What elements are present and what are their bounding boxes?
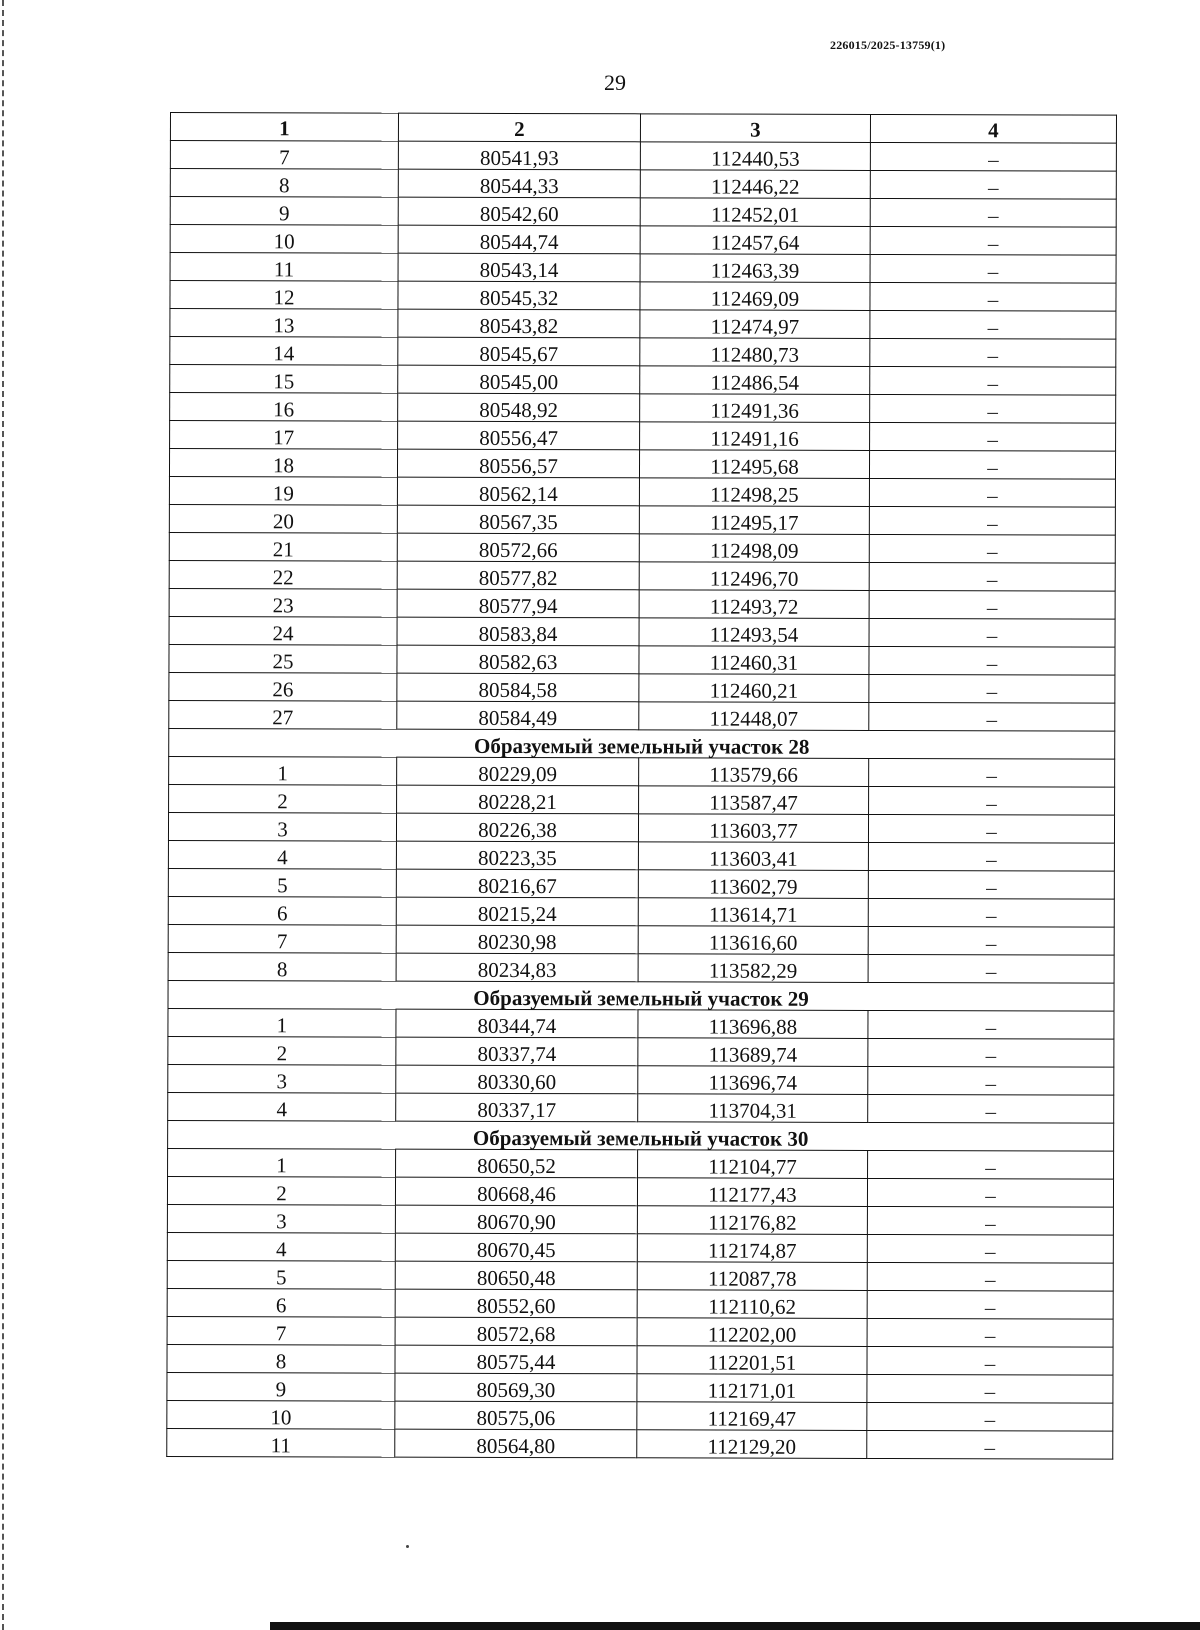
y-coordinate-cell: 112177,43 [637, 1178, 867, 1207]
y-coordinate-cell: 112457,64 [640, 226, 870, 255]
point-number-cell: 16 [170, 393, 398, 422]
note-cell: – [869, 618, 1115, 647]
y-coordinate-cell: 112452,01 [640, 198, 870, 227]
x-coordinate-cell: 80541,93 [398, 141, 640, 170]
x-coordinate-cell: 80544,33 [398, 169, 640, 198]
y-coordinate-cell: 112087,78 [637, 1262, 867, 1291]
x-coordinate-cell: 80650,52 [396, 1149, 638, 1178]
table-row [170, 197, 1116, 228]
table-row [169, 504, 1115, 535]
point-number-cell: 3 [167, 1204, 395, 1233]
x-coordinate-cell: 80584,58 [397, 673, 639, 702]
point-number-cell: 4 [167, 1232, 395, 1261]
x-coordinate-cell: 80330,60 [396, 1065, 638, 1094]
table-row [168, 952, 1114, 983]
x-coordinate-cell: 80543,14 [398, 253, 640, 282]
y-coordinate-cell: 112169,47 [637, 1402, 867, 1431]
point-number-cell: 5 [168, 868, 396, 897]
point-number-cell: 15 [170, 365, 398, 394]
note-cell: – [869, 786, 1115, 815]
table-row [170, 141, 1116, 172]
table-row [169, 560, 1115, 591]
table-row [169, 476, 1115, 507]
note-cell: – [868, 1150, 1114, 1179]
y-coordinate-cell: 113696,74 [638, 1066, 868, 1095]
point-number-cell: 1 [169, 756, 397, 785]
note-cell: – [867, 1430, 1113, 1459]
point-number-cell: 19 [169, 476, 397, 505]
point-number-cell: 21 [169, 532, 397, 561]
table-row [167, 1232, 1113, 1263]
note-cell: – [868, 1066, 1114, 1095]
point-number-cell: 10 [167, 1400, 395, 1429]
note-cell: – [870, 226, 1116, 255]
point-number-cell: 23 [169, 588, 397, 617]
note-cell: – [867, 1206, 1113, 1235]
point-number-cell: 9 [170, 197, 398, 226]
y-coordinate-cell: 113579,66 [639, 758, 869, 787]
x-coordinate-cell: 80543,82 [398, 309, 640, 338]
point-number-cell: 27 [169, 700, 397, 729]
note-cell: – [867, 1318, 1113, 1347]
y-coordinate-cell: 112448,07 [639, 702, 869, 731]
x-coordinate-cell: 80670,90 [395, 1205, 637, 1234]
note-cell: – [867, 1374, 1113, 1403]
table-row [168, 1148, 1114, 1179]
scan-edge-bar [270, 1622, 1200, 1630]
y-coordinate-cell: 112493,54 [639, 618, 869, 647]
point-number-cell: 3 [168, 1064, 396, 1093]
point-number-cell: 4 [168, 840, 396, 869]
note-cell: – [870, 366, 1116, 395]
y-coordinate-cell: 112174,87 [637, 1234, 867, 1263]
x-coordinate-cell: 80577,94 [397, 589, 639, 618]
note-cell: – [870, 254, 1116, 283]
y-coordinate-cell: 112176,82 [637, 1206, 867, 1235]
y-coordinate-cell: 113603,77 [638, 814, 868, 843]
point-number-cell: 25 [169, 644, 397, 673]
point-number-cell: 14 [170, 337, 398, 366]
note-cell: – [868, 954, 1114, 983]
point-number-cell: 5 [167, 1260, 395, 1289]
point-number-cell: 12 [170, 281, 398, 310]
point-number-cell: 2 [169, 784, 397, 813]
point-number-cell: 26 [169, 672, 397, 701]
note-cell: – [870, 282, 1116, 311]
point-number-cell: 2 [168, 1036, 396, 1065]
x-coordinate-cell: 80228,21 [397, 785, 639, 814]
note-cell: – [868, 898, 1114, 927]
y-coordinate-cell: 112474,97 [640, 310, 870, 339]
note-cell: – [868, 1038, 1114, 1067]
x-coordinate-cell: 80545,67 [398, 337, 640, 366]
point-number-cell: 7 [170, 141, 398, 170]
note-cell: – [869, 478, 1115, 507]
note-cell: – [867, 1234, 1113, 1263]
note-cell: – [869, 646, 1115, 675]
table-row [168, 896, 1114, 927]
point-number-cell: 8 [170, 169, 398, 198]
y-coordinate-cell: 112480,73 [640, 338, 870, 367]
y-coordinate-cell: 112493,72 [639, 590, 869, 619]
note-cell: – [868, 870, 1114, 899]
y-coordinate-cell: 112486,54 [640, 366, 870, 395]
column-header: 2 [398, 113, 640, 142]
y-coordinate-cell: 113696,88 [638, 1010, 868, 1039]
table-row [169, 616, 1115, 647]
coordinates-table-body [167, 113, 1117, 1460]
point-number-cell: 8 [167, 1344, 395, 1373]
y-coordinate-cell: 113616,60 [638, 926, 868, 955]
point-number-cell: 2 [167, 1176, 395, 1205]
table-row [167, 1372, 1113, 1403]
page-number: 29 [604, 70, 626, 95]
note-cell: – [867, 1178, 1113, 1207]
x-coordinate-cell: 80234,83 [396, 953, 638, 982]
x-coordinate-cell: 80545,32 [398, 281, 640, 310]
table-row [168, 868, 1114, 899]
table-row [170, 253, 1116, 284]
x-coordinate-cell: 80577,82 [397, 561, 639, 590]
point-number-cell: 24 [169, 616, 397, 645]
point-number-cell: 1 [168, 1148, 396, 1177]
x-coordinate-cell: 80562,14 [397, 477, 639, 506]
point-number-cell: 20 [169, 504, 397, 533]
column-header: 1 [170, 113, 398, 142]
document-id: 226015/2025-13759(1) [830, 38, 946, 52]
x-coordinate-cell: 80216,67 [396, 869, 638, 898]
x-coordinate-cell: 80575,06 [395, 1401, 637, 1430]
table-row [170, 225, 1116, 256]
x-coordinate-cell: 80542,60 [398, 197, 640, 226]
note-cell: – [869, 562, 1115, 591]
y-coordinate-cell: 112460,31 [639, 646, 869, 675]
table-row [170, 365, 1116, 396]
table-row [169, 449, 1115, 480]
point-number-cell: 7 [168, 924, 396, 953]
y-coordinate-cell: 113602,79 [638, 870, 868, 899]
point-number-cell: 8 [168, 952, 396, 981]
table-row [169, 588, 1115, 619]
table-row [170, 309, 1116, 340]
coordinates-table [166, 112, 1117, 1460]
note-cell: – [870, 142, 1116, 171]
point-number-cell: 10 [170, 225, 398, 254]
x-coordinate-cell: 80572,66 [397, 533, 639, 562]
table-row [167, 1204, 1113, 1235]
point-number-cell: 6 [167, 1288, 395, 1317]
x-coordinate-cell: 80668,46 [395, 1177, 637, 1206]
note-cell: – [870, 198, 1116, 227]
point-number-cell: 9 [167, 1372, 395, 1401]
y-coordinate-cell: 112463,39 [640, 254, 870, 283]
note-cell: – [870, 310, 1116, 339]
table-row [169, 700, 1115, 731]
table-row [168, 1008, 1114, 1039]
x-coordinate-cell: 80229,09 [397, 757, 639, 786]
x-coordinate-cell: 80569,30 [395, 1373, 637, 1402]
y-coordinate-cell: 112491,16 [640, 422, 870, 451]
x-coordinate-cell: 80556,47 [398, 421, 640, 450]
section-title: Образуемый земельный участок 29 [168, 980, 1114, 1011]
note-cell: – [869, 674, 1115, 703]
point-number-cell: 17 [170, 421, 398, 450]
y-coordinate-cell: 112446,22 [640, 170, 870, 199]
point-number-cell: 3 [168, 812, 396, 841]
x-coordinate-cell: 80556,57 [397, 449, 639, 478]
note-cell: – [870, 170, 1116, 199]
table-row [170, 281, 1116, 312]
scan-margin-marks [2, 0, 7, 1630]
y-coordinate-cell: 112104,77 [638, 1150, 868, 1179]
note-cell: – [869, 702, 1115, 731]
y-coordinate-cell: 112498,25 [639, 478, 869, 507]
y-coordinate-cell: 113582,29 [638, 954, 868, 983]
point-number-cell: 4 [168, 1092, 396, 1121]
x-coordinate-cell: 80583,84 [397, 617, 639, 646]
x-coordinate-cell: 80544,74 [398, 225, 640, 254]
y-coordinate-cell: 113587,47 [639, 786, 869, 815]
y-coordinate-cell: 112469,09 [640, 282, 870, 311]
table-row [168, 840, 1114, 871]
note-cell: – [867, 1346, 1113, 1375]
x-coordinate-cell: 80230,98 [396, 925, 638, 954]
point-number-cell: 6 [168, 896, 396, 925]
table-row [167, 1260, 1113, 1291]
point-number-cell: 18 [169, 449, 397, 478]
table-row [169, 784, 1115, 815]
table-row [167, 1428, 1113, 1459]
y-coordinate-cell: 112495,68 [639, 450, 869, 479]
table-row [168, 924, 1114, 955]
table-row [169, 672, 1115, 703]
scan-speck [406, 1545, 409, 1548]
x-coordinate-cell: 80670,45 [395, 1233, 637, 1262]
table-row [167, 1400, 1113, 1431]
x-coordinate-cell: 80215,24 [396, 897, 638, 926]
point-number-cell: 22 [169, 560, 397, 589]
table-row [168, 1064, 1114, 1095]
point-number-cell: 1 [168, 1008, 396, 1037]
table-row [170, 337, 1116, 368]
y-coordinate-cell: 112110,62 [637, 1290, 867, 1319]
y-coordinate-cell: 113689,74 [638, 1038, 868, 1067]
note-cell: – [868, 1010, 1114, 1039]
y-coordinate-cell: 112498,09 [639, 534, 869, 563]
y-coordinate-cell: 112491,36 [640, 394, 870, 423]
table-header-row [170, 113, 1116, 144]
table-row [169, 756, 1115, 787]
note-cell: – [870, 422, 1116, 451]
y-coordinate-cell: 112202,00 [637, 1318, 867, 1347]
x-coordinate-cell: 80337,74 [396, 1037, 638, 1066]
y-coordinate-cell: 112496,70 [639, 562, 869, 591]
note-cell: – [867, 1402, 1113, 1431]
note-cell: – [868, 926, 1114, 955]
note-cell: – [870, 338, 1116, 367]
section-title: Образуемый земельный участок 30 [168, 1120, 1114, 1151]
y-coordinate-cell: 112201,51 [637, 1346, 867, 1375]
section-header-row [168, 980, 1114, 1011]
x-coordinate-cell: 80567,35 [397, 505, 639, 534]
note-cell: – [867, 1290, 1113, 1319]
y-coordinate-cell: 112171,01 [637, 1374, 867, 1403]
point-number-cell: 13 [170, 309, 398, 338]
y-coordinate-cell: 113614,71 [638, 898, 868, 927]
table-row [167, 1344, 1113, 1375]
table-row [170, 421, 1116, 452]
note-cell: – [869, 590, 1115, 619]
table-row [167, 1176, 1113, 1207]
x-coordinate-cell: 80650,48 [395, 1261, 637, 1290]
y-coordinate-cell: 113704,31 [638, 1094, 868, 1123]
table-row [167, 1316, 1113, 1347]
x-coordinate-cell: 80572,68 [395, 1317, 637, 1346]
note-cell: – [868, 842, 1114, 871]
x-coordinate-cell: 80548,92 [398, 393, 640, 422]
section-header-row [169, 728, 1115, 759]
note-cell: – [869, 758, 1115, 787]
section-header-row [168, 1120, 1114, 1151]
x-coordinate-cell: 80564,80 [395, 1429, 637, 1458]
table-row [168, 1036, 1114, 1067]
x-coordinate-cell: 80545,00 [398, 365, 640, 394]
x-coordinate-cell: 80575,44 [395, 1345, 637, 1374]
note-cell: – [870, 394, 1116, 423]
y-coordinate-cell: 112495,17 [639, 506, 869, 535]
x-coordinate-cell: 80552,60 [395, 1289, 637, 1318]
column-header: 4 [870, 114, 1116, 143]
x-coordinate-cell: 80344,74 [396, 1009, 638, 1038]
table-row [167, 1288, 1113, 1319]
note-cell: – [869, 450, 1115, 479]
x-coordinate-cell: 80582,63 [397, 645, 639, 674]
y-coordinate-cell: 112129,20 [637, 1430, 867, 1459]
note-cell: – [867, 1262, 1113, 1291]
table-row [170, 393, 1116, 424]
x-coordinate-cell: 80337,17 [396, 1093, 638, 1122]
x-coordinate-cell: 80584,49 [397, 701, 639, 730]
note-cell: – [869, 534, 1115, 563]
table-row [169, 532, 1115, 563]
y-coordinate-cell: 112440,53 [640, 142, 870, 171]
note-cell: – [868, 814, 1114, 843]
section-title: Образуемый земельный участок 28 [169, 728, 1115, 759]
table-row [168, 1092, 1114, 1123]
table-row [169, 644, 1115, 675]
y-coordinate-cell: 113603,41 [638, 842, 868, 871]
table-row [170, 169, 1116, 200]
table-row [168, 812, 1114, 843]
x-coordinate-cell: 80223,35 [396, 841, 638, 870]
y-coordinate-cell: 112460,21 [639, 674, 869, 703]
point-number-cell: 11 [170, 253, 398, 282]
note-cell: – [868, 1094, 1114, 1123]
point-number-cell: 11 [167, 1428, 395, 1457]
x-coordinate-cell: 80226,38 [396, 813, 638, 842]
note-cell: – [869, 506, 1115, 535]
column-header: 3 [640, 114, 870, 143]
point-number-cell: 7 [167, 1316, 395, 1345]
